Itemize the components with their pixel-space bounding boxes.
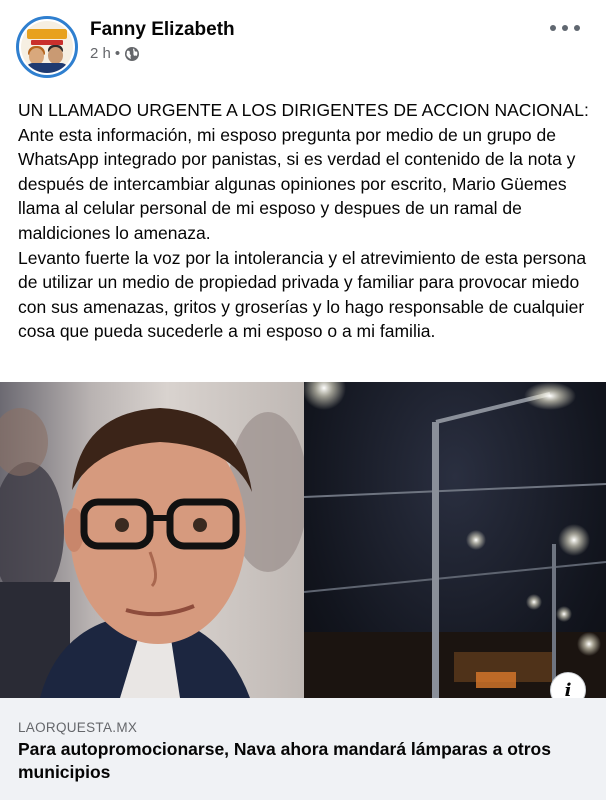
link-domain: LAORQUESTA.MX	[18, 720, 138, 735]
link-preview[interactable]	[0, 698, 606, 800]
info-icon[interactable]: i	[550, 672, 586, 698]
globe-icon[interactable]	[124, 46, 140, 62]
post-media[interactable]	[0, 382, 606, 698]
post-paragraph: Levanto fuerte la voz por la intolerancia y el atrevimiento de esta persona de utilizar un medio de propiedad privada y familiar para provocar miedo con sus amenazas, gritos y groserías y lo hago responsable de cualquier cosa que pueda sucederle a mi esposo o a mi familia.	[18, 247, 587, 342]
post-time[interactable]: 2 h	[90, 45, 111, 62]
street-lamps-image	[304, 382, 606, 698]
post-meta	[90, 45, 140, 62]
man-portrait-image	[0, 382, 304, 698]
author-name[interactable]: Fanny Elizabeth	[90, 19, 235, 40]
post-body	[18, 98, 598, 344]
post-header	[0, 0, 606, 90]
meta-separator: •	[114, 45, 121, 62]
more-horizontal-icon	[550, 25, 556, 31]
author-avatar[interactable]	[16, 16, 78, 78]
link-title[interactable]: Para autopromocionarse, Nava ahora mandará lámparas a otros municipios	[18, 739, 551, 782]
avatar-image	[21, 21, 73, 73]
more-options-button[interactable]	[550, 16, 580, 40]
post-paragraph: UN LLAMADO URGENTE A LOS DIRIGENTES DE ACCION NACIONAL: Ante esta información, mi esposo pregunta por medio de un grupo de WhatsApp integrado por panistas, si es verdad el contenido de la nota y después de intercambiar algunas opiniones por escrito, Mario Güemes llama al celular personal de mi esposo y despues de un ramal de maldiciones lo amenaza.	[18, 100, 589, 243]
